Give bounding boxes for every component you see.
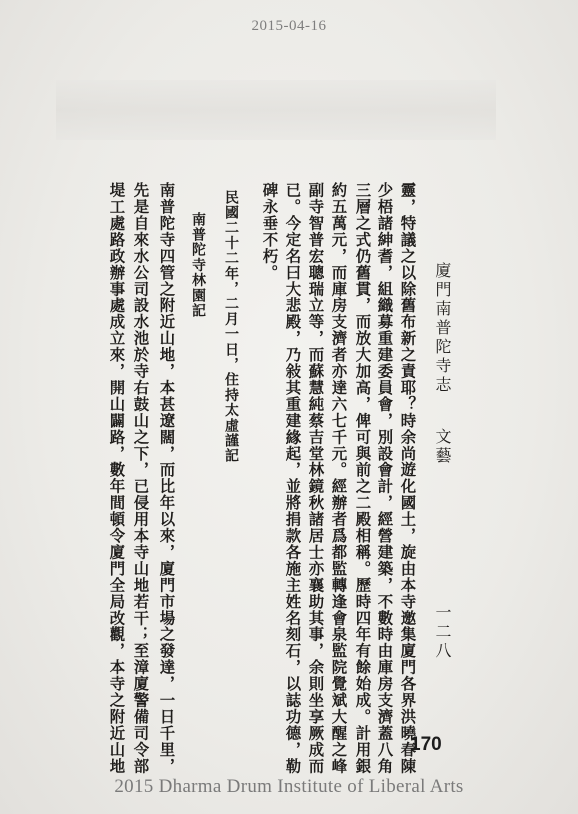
- text-column-8: 南普陀寺四管之附近山地，本甚遼闊，而比年以來，廈門市場之發達，一日千里，: [157, 182, 176, 775]
- header-page-numeral: 一二八: [433, 604, 452, 661]
- signature-line: 民國二十二年，二月一日，住持太虛謹記: [223, 190, 239, 464]
- text-column-7: 碑永垂不朽。: [260, 182, 279, 281]
- date-stamp: 2015-04-16: [251, 18, 327, 34]
- text-column-4: 約五萬元，而庫房支濟者亦達六七千元。經辦者爲都監轉逢會泉監院覺斌大醒之峰: [329, 182, 348, 775]
- watermark: 2015 Dharma Drum Institute of Liberal Arts: [114, 776, 464, 797]
- section-title: 文藝: [433, 428, 452, 466]
- text-column-3: 三層之式仍舊貫，而放大加高，俾可與前之二殿相稱。歷時四年有餘始成。計用銀: [353, 182, 372, 775]
- text-column-5: 副寺智普宏聰瑞立等，而蘇慧純蔡吉堂林鏡秋諸居士亦襄助其事，余則坐享厥成而: [306, 182, 325, 775]
- text-column-10: 堤工處路政辦事處成立來，開山闢路，數年間頓令廈門全局改觀，本寺之附近山地: [107, 182, 126, 775]
- text-column-6: 已。今定名曰大悲殿，乃敍其重建緣起，並將捐款各施主姓名刻石，以誌功德，勒: [283, 182, 302, 775]
- text-column-9: 先是自來水公司設水池於寺右鼓山之下，已侵用本寺山地若干；至漳廈警備司令部: [131, 182, 150, 775]
- text-column-1: 靈，特議之以除舊布新之責耶？時余尚遊化國土，旋由本寺邀集廈門各界洪曉春陳: [398, 182, 417, 775]
- article-title: 南普陀寺林園記: [190, 212, 206, 319]
- scan-shadow-band: [56, 80, 496, 140]
- book-title: 廈門南普陀寺志: [433, 262, 452, 395]
- page-number: 170: [410, 734, 442, 755]
- text-column-2: 少梧諸紳耆，組織募重建委員會，別設會計，經營建築，不數時由庫房支濟蓋八角: [375, 182, 394, 775]
